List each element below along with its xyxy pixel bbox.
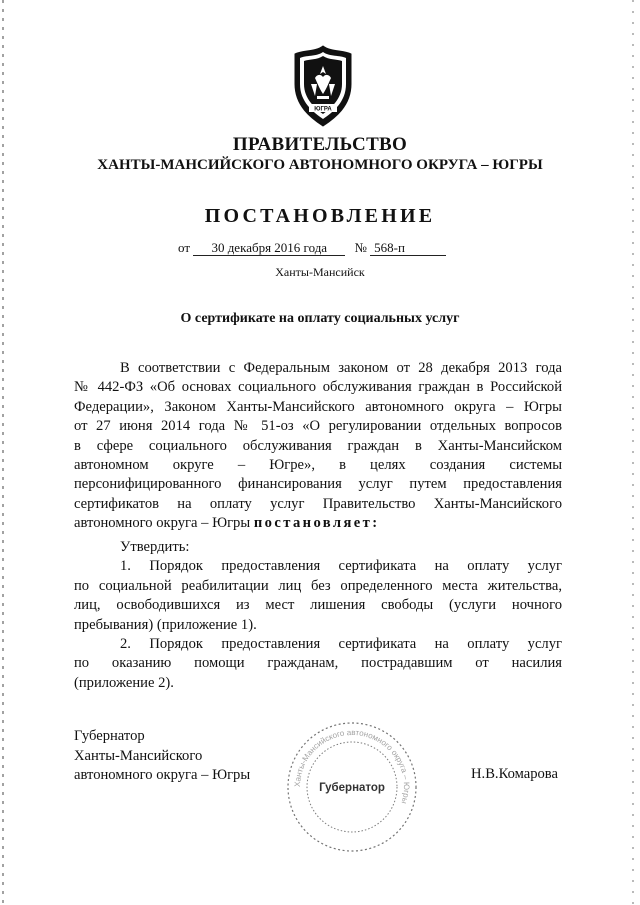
preamble-line: В соответствии с Федеральным законом от 28 декабря 2013 года [120,360,562,376]
document-date: 30 декабря 2016 года [193,241,345,256]
document-city: Ханты-Мансийск [275,265,365,279]
item-2-line: 2. Порядок предоставления сертификата на оплату услуг [120,635,562,652]
item-1-line: пребывания) (приложение 1). [74,616,257,633]
signatory-position [74,727,250,786]
government-title: ПРАВИТЕЛЬСТВО [232,134,408,155]
preamble-line: Федерации», Законом Ханты-Мансийского автономного округа – Югры [74,398,562,415]
preamble [74,359,562,534]
date-number-line [178,240,446,256]
document-type: ПОСТАНОВЛЕНИЕ [204,205,436,227]
item-1-line: 1. Порядок предоставления сертификата на оплату услуг [120,558,562,575]
preamble-line: № 442-ФЗ «Об основах социального обслуживания граждан в Российской [74,379,562,396]
coat-of-arms-icon [291,44,355,128]
date-prefix: от [178,240,191,255]
government-subtitle: ХАНТЫ-МАНСИЙСКОГО АВТОНОМНОГО ОКРУГА – ЮГРЫ [97,157,543,173]
stamp-ring-text: Ханты-Мансийского автономного округа – Югры [292,727,412,805]
preamble-line: сертификатов на оплату услуг Правительство Ханты-Мансийского [74,495,562,512]
approve-label: Утвердить: [120,539,190,555]
document-subject: О сертификате на оплату социальных услуг [180,311,460,326]
preamble-line: от 27 июня 2014 года № 51-оз «О регулировании отдельных вопросов [74,418,562,435]
number-prefix: № [354,240,367,255]
item-1-line: лиц, освободившихся из мест лишения свободы (услуги ночного [74,597,562,614]
preamble-last-line [74,514,562,533]
stamp-label: Губернатор [319,782,385,794]
preamble-line: в сфере социального обслуживания граждан в Ханты-Мансийском [74,437,562,454]
preamble-line: персонифицированного финансирования услуг путем предоставления [74,476,562,493]
item-1-line: по социальной реабилитации лиц без определенного места жительства, [74,577,562,594]
item-2-line: по оказанию помощи гражданам, пострадавшим от насилия [74,655,562,672]
item-2-line: (приложение 2). [74,674,174,691]
emblem-label: ЮГРА [314,106,332,113]
document-number: 568-п [370,241,446,256]
preamble-line: автономном округе – Югре», в целях создания системы [74,456,562,473]
signatory-position-line: автономного округа – Югры [74,767,251,784]
official-stamp [283,718,421,856]
signatory-position-line: Губернатор [74,728,145,744]
signatory-name: Н.В.Комарова [471,766,558,782]
preamble-line: автономного округа – Югры [74,515,251,532]
resolution [74,538,562,693]
decree-word: постановляет: [253,515,380,532]
signatory-position-line: Ханты-Мансийского [74,747,203,764]
